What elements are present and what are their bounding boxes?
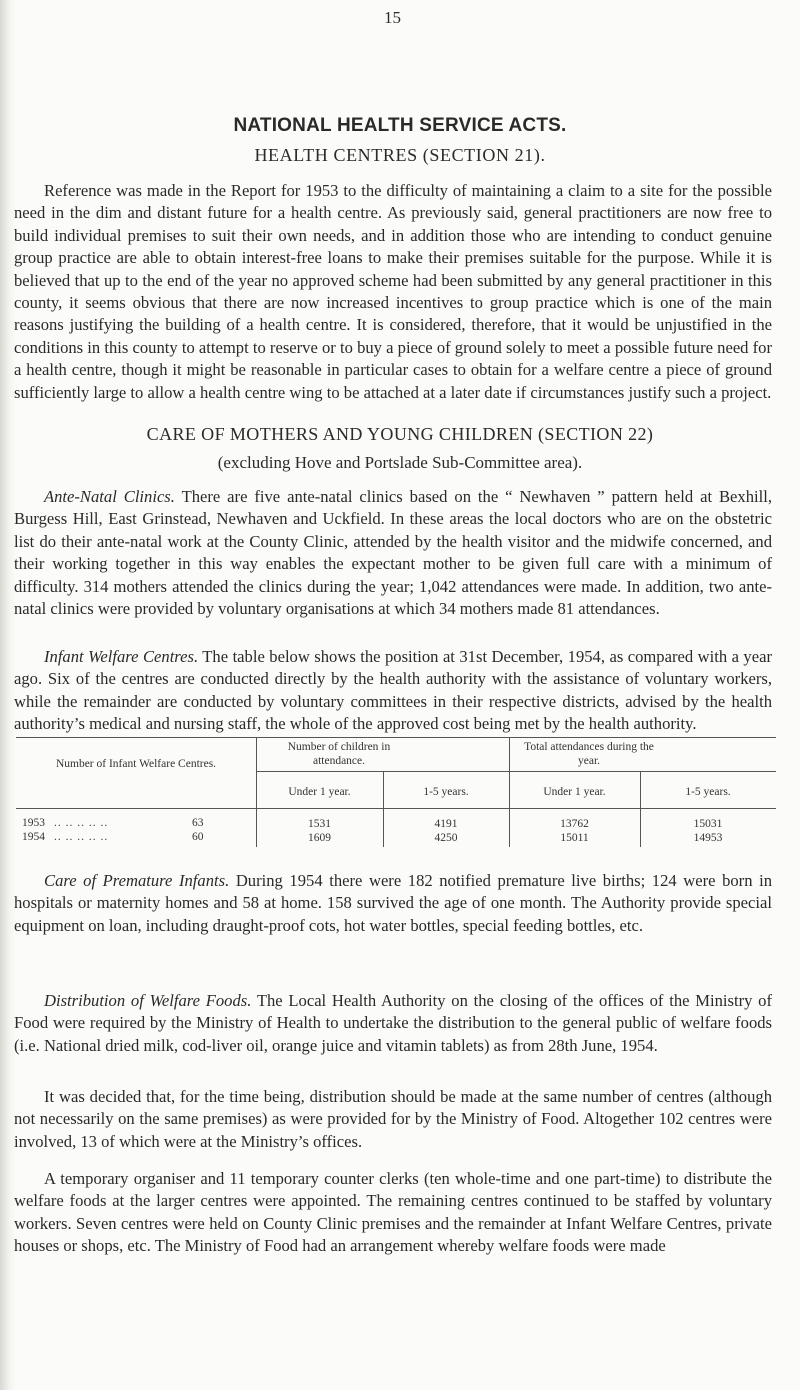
table-subheader-rule [256, 771, 776, 772]
temporary-organiser-text: A temporary organiser and 11 temporary counter clerks (ten whole-time and one part-time) to distribute the welfare foods at the larger centres were appointed. The remaining centres continued to be staffed by voluntary workers. Seven centres were held on County Clinic premises and the remainder at Infant Welfare Centres, private houses or shops, etc. The Ministry of Food had an arrangement whereby welfare foods were made [14, 1169, 772, 1256]
table-row-leader: .. .. .. .. .. [54, 817, 109, 829]
table-header-attendances: Total attendances during the year. [524, 741, 654, 767]
table-subheader-under1-attendances: Under 1 year. [543, 786, 606, 798]
ante-natal-title: Ante-Natal Clinics. [44, 487, 175, 506]
table-row-leader: .. .. .. .. .. [54, 831, 109, 843]
infant-welfare-table [16, 737, 776, 847]
premature-title: Care of Premature Infants. [44, 871, 230, 890]
table-top-rule [16, 737, 776, 738]
table-cell: 4250 [434, 832, 458, 844]
paragraph-temporary-organiser [14, 1168, 772, 1258]
table-subheader-1to5-attendances: 1-5 years. [685, 786, 731, 798]
paragraph-infant-welfare-centres [14, 646, 772, 736]
heading-care-of-mothers: CARE OF MOTHERS AND YOUNG CHILDREN (SECTION 22) [146, 424, 654, 444]
table-row-year: 1953 [22, 817, 45, 829]
subheading-excluding-hove: (excluding Hove and Portslade Sub-Committee area). [217, 453, 583, 472]
paragraph-health-centres [14, 180, 772, 404]
heading-national-health-service-acts: NATIONAL HEALTH SERVICE ACTS. [233, 115, 567, 136]
heading-health-centres: HEALTH CENTRES (SECTION 21). [254, 145, 546, 165]
table-header-rule [16, 808, 776, 809]
distribution-decided-text: It was decided that, for the time being, distribution should be made at the same number of centres (although not necessarily on the same premises) as were provided for by the Ministry of Food. Altogether 102 centres were involved, 13 of which were at the Ministry’s offices. [14, 1087, 772, 1151]
welfare-foods-text: The Local Health Authority on the closing of the offices of the Ministry of Food were required by the Ministry of Health to undertake the distribution to the general public of welfare foods (i.e. National dried milk, cod-liver oil, orange juice and vitamin tablets) as from 28th June, 1954. [14, 991, 772, 1055]
table-cell: 1531 [308, 818, 331, 830]
table-cell: 14953 [693, 832, 723, 844]
paragraph-health-centres-text: Reference was made in the Report for 1953 to the difficulty of maintaining a claim to a site for the possible need in the dim and distant future for a health centre. As previously said, general practitioners are now free to build individual premises to suit their own needs, and in addition those who are intending to conduct genuine group practice are able to obtain interest-free loans to make their premises suitable for the purpose. While it is believed that up to the end of the year no approved scheme had been submitted by any general practitioner in this county, it seems obvious that there are now increased incentives to group practice which is one of the main reasons justifying the building of a health centre. It is considered, therefore, that it would be unjustified in the conditions in this county to attempt to reserve or to buy a piece of ground solely to meet a possible future need for a health centre, though it might be reasonable in particular cases to obtain for a welfare centre a piece of ground sufficiently large to allow a health centre wing to be attached at a later date if circumstances justify such a project. [14, 181, 772, 402]
table-cell: 1609 [308, 832, 331, 844]
paragraph-ante-natal-clinics [14, 486, 772, 620]
table-cell: 4191 [434, 818, 458, 830]
table-header-centres: Number of Infant Welfare Centres. [55, 758, 217, 770]
table-subheader-1to5-children: 1-5 years. [423, 786, 469, 798]
table-cell: 13762 [560, 818, 589, 830]
premature-text: During 1954 there were 182 notified premature live births; 124 were born in hospitals or maternity homes and 58 at home. 158 survived the age of one month. The Authority provide special equipment on loan, including draught-proof cots, hot water bottles, special feeding bottles, etc. [14, 871, 773, 935]
page-number: 15 [384, 8, 401, 27]
table-cell: 15011 [560, 832, 589, 844]
table-row-centres: 63 [192, 817, 204, 829]
welfare-foods-title: Distribution of Welfare Foods. [44, 991, 252, 1010]
paragraph-premature-infants [14, 870, 772, 937]
table-header-children: Number of children in attendance. [287, 741, 391, 767]
table-cell: 15031 [693, 818, 723, 830]
infant-welfare-text: The table below shows the position at 31st December, 1954, as compared with a year ago. Six of the centres are conducted directly by the health authority with the assistance of voluntary workers, while the remainder are conducted by voluntary committees in their respective districts, advised by the health authority’s medical and nursing staff, the whole of the approved cost being met by the health authority. [14, 647, 772, 734]
ante-natal-text: There are five ante-natal clinics based on the “ Newhaven ” pattern held at Bexhill, Burgess Hill, East Grinstead, Newhaven and Uckfield. In these areas the local doctors who are on the obstetric list do their ante-natal work at the County Clinic, attended by the health visitor and the midwife concerned, and their working together in this way enables the expectant mother to be given full care with a minimum of difficulty. 314 mothers attended the clinics during the year; 1,042 attendances were made. In addition, two ante-natal clinics were provided by voluntary organisations at which 34 mothers made 81 attendances. [14, 487, 772, 619]
table-subheader-under1-children: Under 1 year. [288, 786, 351, 798]
table-row-year: 1954 [22, 831, 45, 843]
infant-welfare-title: Infant Welfare Centres. [44, 647, 199, 666]
paragraph-welfare-foods [14, 990, 772, 1057]
table-row-centres: 60 [192, 831, 204, 843]
paragraph-distribution-decided [14, 1086, 772, 1153]
